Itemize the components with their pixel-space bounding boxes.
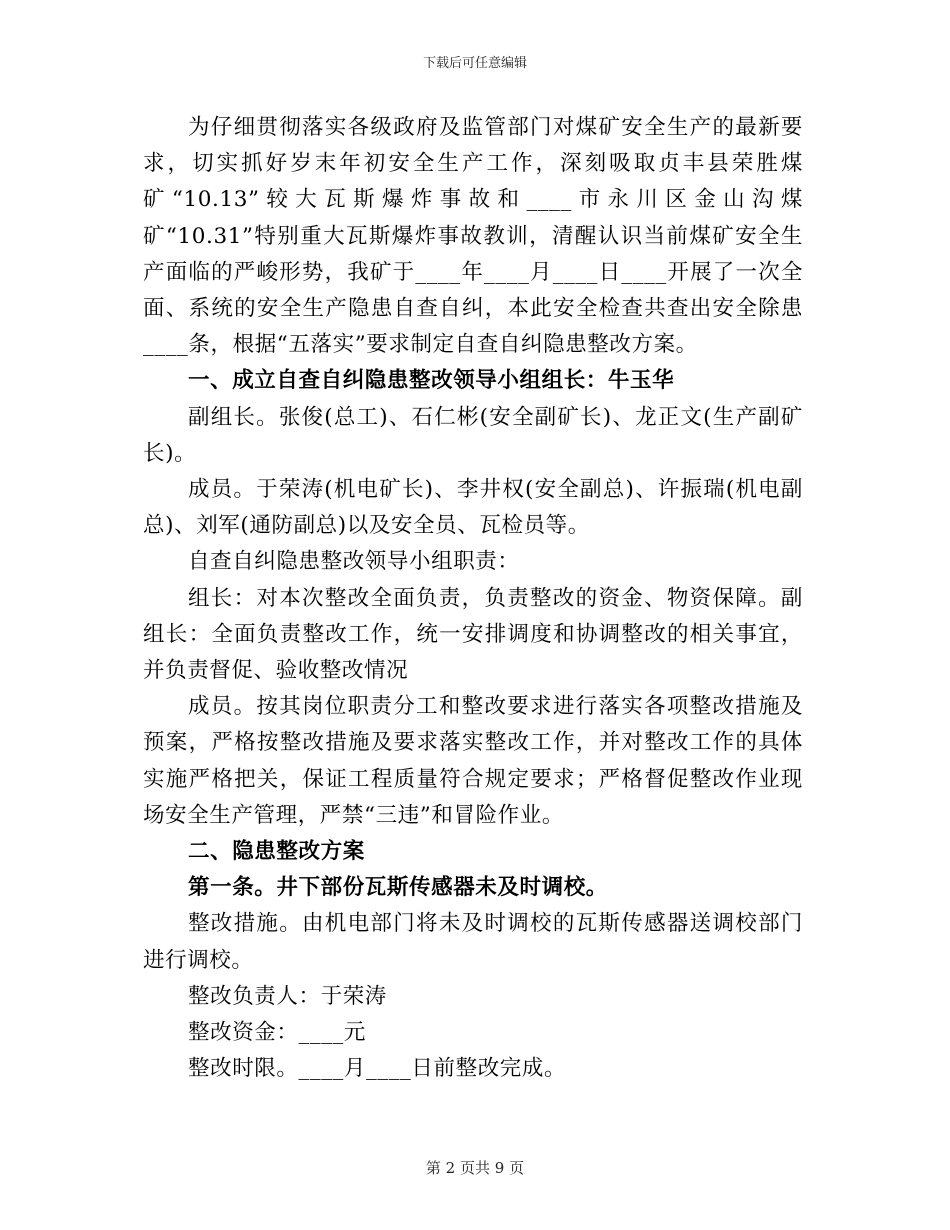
intro-paragraph: 为仔细贯彻落实各级政府及监管部门对煤矿安全生产的最新要求，切实抓好岁末年初安全生产工作，深刻吸取贞丰县荣胜煤矿“10.13”较大瓦斯爆炸事故和____市永川区金山沟煤矿“10.31”特别重大瓦斯爆炸事故教训，清醒认识当前煤矿安全生产面临的严峻形势，我矿于____年____月____日____开展了一次全面、系统的安全生产隐患自查自纠，本此安全检查共查出安全除患____条，根据“五落实”要求制定自查自纠隐患整改方案。 bbox=[143, 115, 803, 358]
measures-paragraph: 整改措施。由机电部门将未及时调校的瓦斯传感器送调校部门进行调校。 bbox=[143, 911, 803, 973]
deputy-leaders-paragraph: 副组长。张俊(总工)、石仁彬(安全副矿长)、龙正文(生产副矿长)。 bbox=[143, 404, 803, 466]
article-one-heading: 第一条。井下部份瓦斯传感器未及时调校。 bbox=[188, 875, 608, 901]
section-heading-leadership: 一、成立自查自纠隐患整改领导小组组长：牛玉华 bbox=[188, 368, 675, 394]
section-heading-plan: 二、隐患整改方案 bbox=[188, 839, 365, 865]
responsible-person: 整改负责人：于荣涛 bbox=[188, 983, 387, 1009]
page-footer: 第 2 页共 9 页 bbox=[425, 1159, 525, 1177]
rectification-funds: 整改资金：____元 bbox=[188, 1020, 367, 1046]
page-header: 下载后可任意编辑 bbox=[422, 56, 527, 71]
duties-heading: 自查自纠隐患整改领导小组职责： bbox=[188, 549, 520, 575]
document-body bbox=[143, 110, 803, 1087]
rectification-deadline: 整改时限。____月____日前整改完成。 bbox=[188, 1056, 567, 1082]
leader-duties-paragraph: 组长：对本次整改全面负责，负责整改的资金、物资保障。副组长：全面负责整改工作，统一安排调度和协调整改的相关事宜，并负责督促、验收整改情况 bbox=[143, 585, 803, 684]
member-duties-paragraph: 成员。按其岗位职责分工和整改要求进行落实各项整改措施及预案，严格按整改措施及要求落实整改工作，并对整改工作的具体实施严格把关，保证工程质量符合规定要求；严格督促整改作业现场安全生产管理，严禁“三违”和冒险作业。 bbox=[143, 694, 803, 828]
members-paragraph: 成员。于荣涛(机电矿长)、李井权(安全副总)、许振瑞(机电副总)、刘军(通防副总)以及安全员、瓦检员等。 bbox=[143, 477, 803, 539]
